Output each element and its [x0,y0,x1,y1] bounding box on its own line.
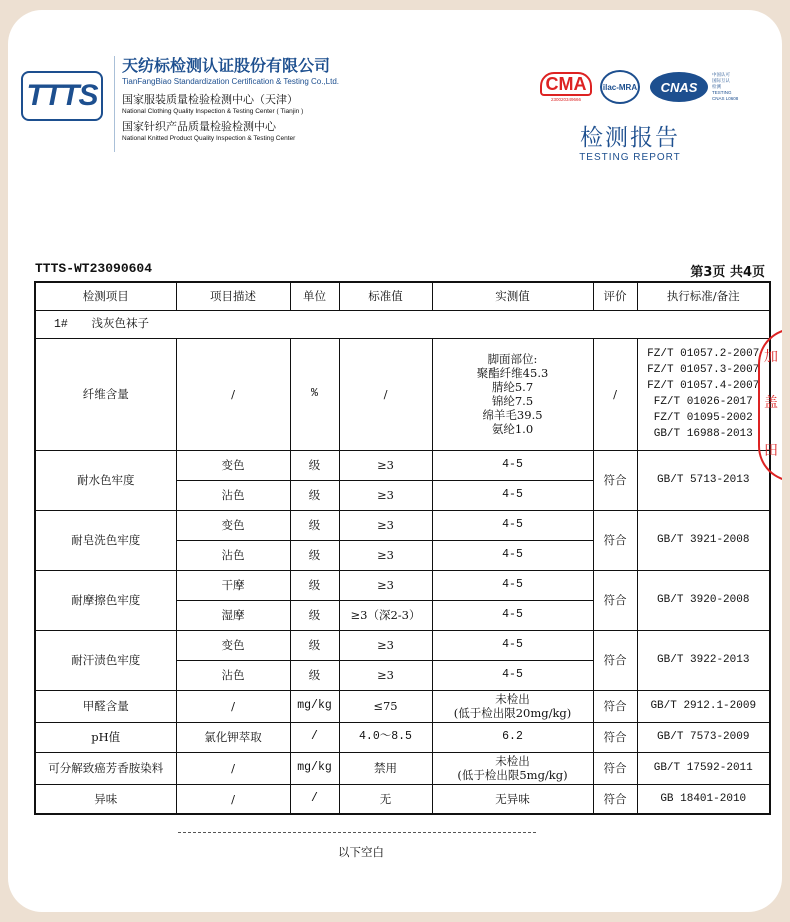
report-title-cn: 检测报告 [580,125,680,151]
center1-cn: 国家服装质量检验检测中心（天津） [122,94,298,106]
evaluation: / [593,338,637,450]
organization-block [122,58,339,144]
logo-text: TTTS [26,79,98,112]
table-row [35,510,770,540]
std-value: ≥3（深2-3） [339,600,432,630]
measured-value: 无异味 [432,784,593,814]
org-name-cn: 天纺标检测认证股份有限公司 [122,58,331,75]
standard-line: FZ/T 01057.3-2007 [647,364,760,376]
test-item: 耐汗渍色牢度 [35,630,176,690]
std-value: ≤75 [339,690,432,722]
cnas-text-line: CNAS L0608 [712,96,739,101]
header-row [35,282,770,310]
fiber-row [35,338,770,450]
report-sheet [8,10,782,912]
fiber-line: 氨纶1.0 [491,422,534,436]
std-value: ≥3 [339,630,432,660]
measured-line: (低于检出限5mg/kg) [457,768,568,782]
item-desc: 变色 [176,450,290,480]
fiber-line: 聚酯纤维45.3 [476,366,549,380]
cma-number: 230020349666 [550,97,582,102]
col-header: 实测值 [432,282,593,310]
unit: 级 [290,660,339,690]
fiber-line: 腈纶5.7 [491,380,534,394]
item-desc: / [176,690,290,722]
item-desc: 湿摩 [176,600,290,630]
seal-char: 田 [764,443,778,459]
col-header: 标准值 [339,282,432,310]
item-desc: 沾色 [176,660,290,690]
unit: 级 [290,600,339,630]
certification-marks [540,70,750,104]
standard-line: FZ/T 01095-2002 [653,412,753,424]
cnas-mark [650,72,708,102]
fiber-measured [432,338,593,450]
sample-id: 1# [54,318,68,331]
measured-value [432,752,593,784]
std-value: 4.0～8.5 [339,722,432,752]
test-item: 耐水色牢度 [35,450,176,510]
measured-value: 4-5 [432,480,593,510]
cnas-text [712,72,738,102]
standard: GB/T 3921-2008 [637,510,770,570]
ilac-label: ilac-MRA [602,82,638,92]
test-item: 异味 [35,784,176,814]
blank-below-text: 以下空白 [338,845,384,859]
measured-value: 4-5 [432,660,593,690]
standard-line: FZ/T 01026-2017 [653,396,753,408]
fiber-standards [637,338,770,450]
unit: 级 [290,480,339,510]
cma-label: CMA [540,72,592,96]
test-item: 耐摩擦色牢度 [35,570,176,630]
cnas-text-line: 检测 [712,84,721,89]
red-seal-stamp [758,328,782,482]
measured-value: 4-5 [432,600,593,630]
item-desc: / [176,752,290,784]
cnas-text-line: 国际互认 [712,78,730,83]
fiber-line: 脚面部位: [487,352,538,366]
seal-char: 加 [764,349,778,365]
measured-value: 4-5 [432,450,593,480]
item-desc: 沾色 [176,480,290,510]
fiber-line: 锦纶7.5 [491,394,534,408]
center2-cn: 国家针织产品质量检验检测中心 [122,121,276,133]
center2-en: National Knitted Product Quality Inspection & Testing Center [122,135,296,142]
cnas-label: CNAS [660,79,698,95]
item-desc: / [176,784,290,814]
unit: 级 [290,630,339,660]
std-value: ≥3 [339,450,432,480]
standard-line: GB/T 16988-2013 [653,428,753,440]
evaluation: 符合 [593,630,637,690]
col-header: 评价 [593,282,637,310]
std-value: ≥3 [339,510,432,540]
table-row [35,722,770,752]
std-value: ≥3 [339,660,432,690]
item-desc: 沾色 [176,540,290,570]
report-title-en: TESTING REPORT [579,152,681,163]
measured-value: 4-5 [432,540,593,570]
test-item: pH值 [35,722,176,752]
unit: / [290,722,339,752]
evaluation: 符合 [593,690,637,722]
std-value: ≥3 [339,570,432,600]
report-number: TTTS-WT23090604 [35,261,153,276]
seal-char: 盖 [764,395,778,411]
footer-divider [178,832,536,833]
measured-line: 未检出 [495,754,530,768]
table-row [35,450,770,480]
measured-line: (低于检出限20mg/kg) [453,706,572,720]
org-name-en: TianFangBiao Standardization Certification & Testing Co.,Ltd. [122,77,340,86]
test-item: 纤维含量 [35,338,176,450]
col-header: 单位 [290,282,339,310]
measured-line: 未检出 [495,692,530,706]
item-desc: 干摩 [176,570,290,600]
col-header: 执行标准/备注 [637,282,770,310]
std-value: 禁用 [339,752,432,784]
evaluation: 符合 [593,450,637,510]
table-row [35,690,770,722]
measured-value: 6.2 [432,722,593,752]
std-value: 无 [339,784,432,814]
evaluation: 符合 [593,570,637,630]
std-value: / [339,338,432,450]
measured-value [432,690,593,722]
center1-en: National Clothing Quality Inspection & Testing Center ( Tianjin ) [122,108,304,115]
standard-line: FZ/T 01057.2-2007 [647,348,760,360]
evaluation: 符合 [593,510,637,570]
standard: GB/T 3922-2013 [637,630,770,690]
table-row [35,784,770,814]
unit: mg/kg [290,690,339,722]
standard: GB/T 5713-2013 [637,450,770,510]
results-table [34,281,771,815]
measured-value: 4-5 [432,630,593,660]
standard: GB/T 7573-2009 [637,722,770,752]
item-desc: 变色 [176,630,290,660]
table-row [35,570,770,600]
measured-value: 4-5 [432,510,593,540]
item-desc: / [176,338,290,450]
standard: GB/T 17592-2011 [637,752,770,784]
std-value: ≥3 [339,540,432,570]
test-item: 可分解致癌芳香胺染料 [35,752,176,784]
cma-mark [540,72,592,102]
header-divider [114,56,115,152]
standard: GB/T 2912.1-2009 [637,690,770,722]
evaluation: 符合 [593,784,637,814]
unit: / [290,784,339,814]
evaluation: 符合 [593,752,637,784]
measured-value: 4-5 [432,570,593,600]
sample-row [35,310,770,338]
standard: GB/T 3920-2008 [637,570,770,630]
std-value: ≥3 [339,480,432,510]
unit: mg/kg [290,752,339,784]
sample-name: 浅灰色袜子 [91,316,149,330]
test-item: 甲醛含量 [35,690,176,722]
report-title [568,124,692,163]
table-row [35,752,770,784]
item-desc: 氯化钾萃取 [176,722,290,752]
unit: 级 [290,510,339,540]
unit: 级 [290,540,339,570]
fiber-line: 绵羊毛39.5 [482,408,543,422]
unit: 级 [290,570,339,600]
item-desc: 变色 [176,510,290,540]
cnas-text-line: 中国认可 [712,72,730,77]
ttts-logo [21,71,103,121]
table-row [35,630,770,660]
unit: % [290,338,339,450]
page-number: 第3页 共4页 [690,265,765,280]
col-header: 检测项目 [35,282,176,310]
evaluation: 符合 [593,722,637,752]
standard-line: FZ/T 01057.4-2007 [647,380,760,392]
unit: 级 [290,450,339,480]
cnas-text-line: TESTING [712,90,732,95]
ilac-mra-mark [600,70,640,104]
test-item: 耐皂洗色牢度 [35,510,176,570]
standard: GB 18401-2010 [637,784,770,814]
col-header: 项目描述 [176,282,290,310]
